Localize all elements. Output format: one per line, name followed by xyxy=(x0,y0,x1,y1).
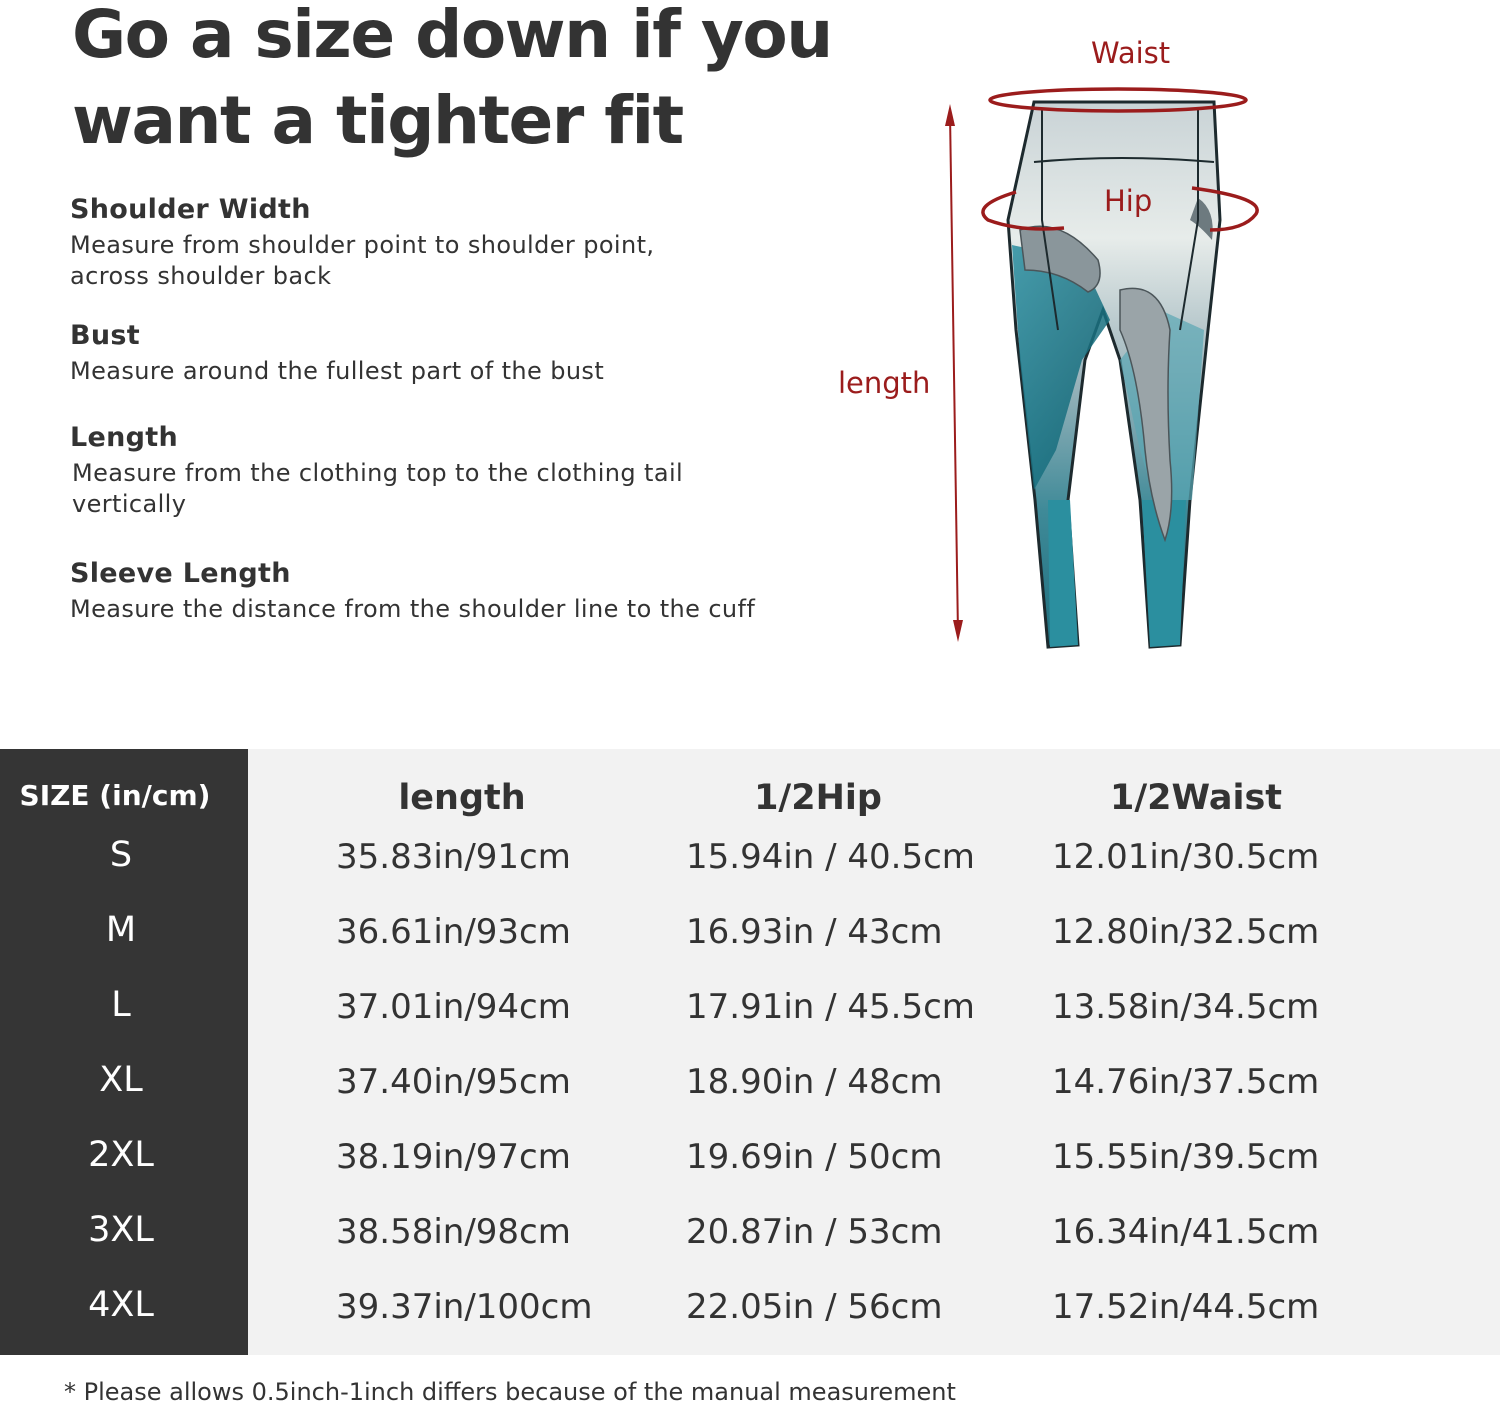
table-cell-waist: 13.58in/34.5cm xyxy=(1052,987,1320,1027)
table-cell-waist: 12.80in/32.5cm xyxy=(1052,912,1320,952)
table-cell-hip: 17.91in / 45.5cm xyxy=(686,987,975,1027)
size-cell: L xyxy=(111,985,131,1025)
headline-line-1: Go a size down if you xyxy=(72,0,832,73)
table-cell-hip: 15.94in / 40.5cm xyxy=(686,837,975,877)
column-header-waist: 1/2Waist xyxy=(1109,778,1283,818)
table-cell-length: 35.83in/91cm xyxy=(336,837,571,877)
size-column xyxy=(0,749,248,1355)
leggings-illustration xyxy=(820,30,1280,670)
table-cell-length: 38.19in/97cm xyxy=(336,1137,571,1177)
leggings-measurement-diagram xyxy=(820,30,1280,670)
definition-sleeve-length xyxy=(70,558,755,625)
definition-term: Bust xyxy=(70,320,140,351)
size-cell: XL xyxy=(99,1060,143,1100)
table-cell-hip: 16.93in / 43cm xyxy=(686,912,943,952)
column-header-length: length xyxy=(398,778,526,818)
length-label: length xyxy=(838,366,931,400)
measurement-footnote: * Please allows 0.5inch-1inch differs because of the manual measurement xyxy=(64,1378,956,1406)
table-cell-hip: 20.87in / 53cm xyxy=(686,1212,943,1252)
headline xyxy=(72,0,832,164)
table-cell-waist: 12.01in/30.5cm xyxy=(1052,837,1320,877)
table-cell-length: 37.40in/95cm xyxy=(336,1062,571,1102)
table-cell-waist: 14.76in/37.5cm xyxy=(1052,1062,1320,1102)
definition-length xyxy=(70,422,683,520)
table-cell-length: 38.58in/98cm xyxy=(336,1212,571,1252)
definition-desc-line-1: Measure around the fullest part of the bust xyxy=(70,357,605,385)
size-cell: 4XL xyxy=(88,1285,154,1325)
table-cell-waist: 15.55in/39.5cm xyxy=(1052,1137,1320,1177)
definition-bust xyxy=(70,320,604,387)
table-cell-length: 36.61in/93cm xyxy=(336,912,571,952)
table-cell-waist: 16.34in/41.5cm xyxy=(1052,1212,1320,1252)
definition-term: Length xyxy=(70,422,178,453)
definition-desc-line-1: Measure from shoulder point to shoulder point, xyxy=(70,231,655,259)
size-cell: S xyxy=(109,835,133,875)
hip-label: Hip xyxy=(1104,184,1153,218)
table-cell-length: 39.37in/100cm xyxy=(336,1287,593,1327)
size-chart-table xyxy=(0,749,1500,1355)
table-cell-waist: 17.52in/44.5cm xyxy=(1052,1287,1320,1327)
column-header-hip: 1/2Hip xyxy=(754,778,882,818)
length-arrow xyxy=(950,114,958,634)
size-cell: 2XL xyxy=(88,1135,154,1175)
definition-desc-line-2: across shoulder back xyxy=(70,262,332,290)
table-cell-hip: 19.69in / 50cm xyxy=(686,1137,943,1177)
definition-desc-line-1: Measure from the clothing top to the clothing tail xyxy=(72,459,684,487)
table-cell-hip: 22.05in / 56cm xyxy=(686,1287,943,1327)
size-cell: 3XL xyxy=(88,1210,154,1250)
definition-desc-line-2: vertically xyxy=(72,490,187,518)
definition-term: Shoulder Width xyxy=(70,194,311,225)
table-cell-hip: 18.90in / 48cm xyxy=(686,1062,943,1102)
definition-term: Sleeve Length xyxy=(70,558,291,589)
table-cell-length: 37.01in/94cm xyxy=(336,987,571,1027)
waist-label: Waist xyxy=(1091,36,1171,70)
headline-line-2: want a tighter fit xyxy=(72,82,683,159)
definition-shoulder-width xyxy=(70,194,654,292)
definition-desc-line-1: Measure the distance from the shoulder line to the cuff xyxy=(70,595,756,623)
size-cell: M xyxy=(105,910,137,950)
size-column-header: SIZE (in/cm) xyxy=(19,779,211,812)
